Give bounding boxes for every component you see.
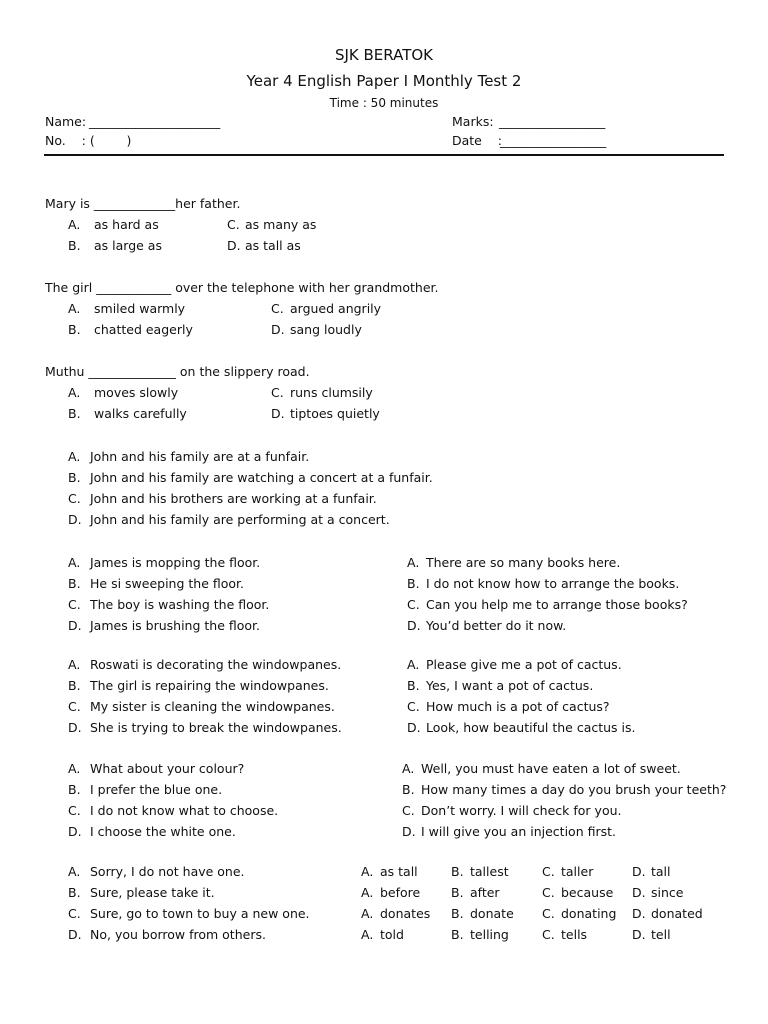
option-text: John and his family are watching a concert at a funfair. — [90, 470, 433, 485]
marks-label: Marks: — [452, 114, 494, 129]
option-text: told — [380, 927, 404, 942]
option-letter: C. — [271, 301, 284, 316]
option-letter: C. — [407, 699, 420, 714]
option-text: What about your colour? — [90, 761, 245, 776]
option-letter: C. — [542, 864, 555, 879]
name-line[interactable]: _____________________ — [89, 114, 221, 129]
option-letter: A. — [407, 657, 420, 672]
option-letter: D. — [68, 618, 82, 633]
option-text: Look, how beautiful the cactus is. — [426, 720, 636, 735]
option-letter: A. — [68, 657, 81, 672]
option-letter: B. — [407, 576, 420, 591]
school-name: SJK BERATOK — [334, 46, 434, 64]
option-text: as large as — [94, 238, 162, 253]
option-letter: D. — [632, 927, 646, 942]
option-text: My sister is cleaning the windowpanes. — [90, 699, 335, 714]
option-text: Yes, I want a pot of cactus. — [426, 678, 594, 693]
option-text: tall — [651, 864, 671, 879]
option-text: I choose the white one. — [90, 824, 236, 839]
question-stem: Muthu ______________ on the slippery road. — [45, 364, 310, 379]
option-text: donating — [561, 906, 617, 921]
option-text: I do not know how to arrange the books. — [426, 576, 680, 591]
option-letter: A. — [68, 449, 81, 464]
option-text: tell — [651, 927, 671, 942]
option-letter: C. — [542, 885, 555, 900]
option-text: sang loudly — [290, 322, 362, 337]
option-text: telling — [470, 927, 509, 942]
option-text: Please give me a pot of cactus. — [426, 657, 622, 672]
option-letter: D. — [632, 864, 646, 879]
option-letter: C. — [542, 906, 555, 921]
option-letter: C. — [68, 597, 81, 612]
option-letter: C. — [68, 803, 81, 818]
option-letter: B. — [451, 927, 464, 942]
option-letter: B. — [68, 885, 81, 900]
option-letter: C. — [271, 385, 284, 400]
option-letter: A. — [361, 864, 374, 879]
option-letter: B. — [402, 782, 415, 797]
option-text: walks carefully — [94, 406, 187, 421]
option-letter: D. — [632, 906, 646, 921]
option-text: There are so many books here. — [426, 555, 621, 570]
option-text: No, you borrow from others. — [90, 927, 266, 942]
option-letter: B. — [68, 782, 81, 797]
option-letter: B. — [451, 864, 464, 879]
option-text: tallest — [470, 864, 509, 879]
date-line[interactable]: _________________ — [500, 133, 607, 148]
option-text: Sorry, I do not have one. — [90, 864, 245, 879]
option-letter: D. — [407, 618, 421, 633]
option-text: How many times a day do you brush your teeth? — [421, 782, 727, 797]
option-letter: A. — [361, 927, 374, 942]
option-text: John and his brothers are working at a funfair. — [90, 491, 377, 506]
option-text: since — [651, 885, 684, 900]
header-rule — [44, 154, 724, 156]
option-letter: D. — [68, 824, 82, 839]
option-text: Roswati is decorating the windowpanes. — [90, 657, 342, 672]
option-letter: A. — [68, 301, 81, 316]
option-letter: B. — [451, 885, 464, 900]
option-letter: D. — [68, 512, 82, 527]
option-letter: D. — [68, 927, 82, 942]
option-text: Sure, go to town to buy a new one. — [90, 906, 310, 921]
option-text: tells — [561, 927, 588, 942]
option-letter: D. — [271, 322, 285, 337]
option-text: because — [561, 885, 614, 900]
option-letter: A. — [68, 864, 81, 879]
option-letter: B. — [68, 238, 81, 253]
option-text: Can you help me to arrange those books? — [426, 597, 688, 612]
option-text: taller — [561, 864, 594, 879]
option-letter: A. — [402, 761, 415, 776]
option-text: Well, you must have eaten a lot of sweet. — [421, 761, 681, 776]
option-letter: A. — [407, 555, 420, 570]
option-text: She is trying to break the windowpanes. — [90, 720, 342, 735]
option-letter: A. — [68, 385, 81, 400]
option-letter: B. — [407, 678, 420, 693]
option-letter: B. — [68, 322, 81, 337]
option-letter: D. — [227, 238, 241, 253]
option-text: as tall as — [245, 238, 301, 253]
option-text: The girl is repairing the windowpanes. — [90, 678, 329, 693]
option-letter: A. — [361, 906, 374, 921]
option-letter: C. — [407, 597, 420, 612]
option-text: I prefer the blue one. — [90, 782, 223, 797]
option-text: after — [470, 885, 500, 900]
option-text: smiled warmly — [94, 301, 186, 316]
option-text: donated — [651, 906, 703, 921]
option-letter: C. — [68, 491, 81, 506]
option-text: James is mopping the floor. — [90, 555, 261, 570]
option-text: James is brushing the floor. — [90, 618, 261, 633]
option-text: tiptoes quietly — [290, 406, 380, 421]
option-letter: D. — [271, 406, 285, 421]
option-letter: B. — [68, 406, 81, 421]
option-text: John and his family are at a funfair. — [90, 449, 310, 464]
option-text: I will give you an injection first. — [421, 824, 616, 839]
option-text: as tall — [380, 864, 418, 879]
option-text: donates — [380, 906, 431, 921]
question-stem: The girl ____________ over the telephone with her grandmother. — [45, 280, 439, 295]
option-text: as many as — [245, 217, 317, 232]
option-text: John and his family are performing at a concert. — [90, 512, 390, 527]
option-text: You’d better do it now. — [426, 618, 567, 633]
option-letter: D. — [68, 720, 82, 735]
option-letter: C. — [227, 217, 240, 232]
number-label: No. : ( ) — [45, 133, 132, 148]
option-text: Don’t worry. I will check for you. — [421, 803, 622, 818]
option-text: as hard as — [94, 217, 159, 232]
option-letter: A. — [68, 761, 81, 776]
option-letter: D. — [402, 824, 416, 839]
option-text: argued angrily — [290, 301, 382, 316]
option-text: before — [380, 885, 421, 900]
option-text: moves slowly — [94, 385, 179, 400]
option-letter: B. — [68, 470, 81, 485]
option-letter: D. — [407, 720, 421, 735]
option-text: runs clumsily — [290, 385, 373, 400]
option-letter: C. — [402, 803, 415, 818]
option-letter: D. — [632, 885, 646, 900]
option-letter: B. — [68, 678, 81, 693]
question-stem: Mary is _____________her father. — [45, 196, 241, 211]
option-letter: C. — [68, 906, 81, 921]
option-letter: A. — [68, 555, 81, 570]
option-letter: C. — [68, 699, 81, 714]
date-label: Date : — [452, 133, 502, 148]
option-text: The boy is washing the floor. — [90, 597, 270, 612]
name-label: Name: — [45, 114, 87, 129]
option-letter: B. — [68, 576, 81, 591]
option-text: I do not know what to choose. — [90, 803, 279, 818]
option-text: chatted eagerly — [94, 322, 193, 337]
paper-title: Year 4 English Paper I Monthly Test 2 — [246, 72, 522, 90]
option-text: How much is a pot of cactus? — [426, 699, 610, 714]
option-text: He si sweeping the floor. — [90, 576, 244, 591]
option-text: Sure, please take it. — [90, 885, 215, 900]
option-text: donate — [470, 906, 514, 921]
option-letter: B. — [451, 906, 464, 921]
option-letter: A. — [361, 885, 374, 900]
option-letter: C. — [542, 927, 555, 942]
time-allowed: Time : 50 minutes — [329, 96, 439, 110]
option-letter: A. — [68, 217, 81, 232]
marks-line[interactable]: _________________ — [499, 114, 606, 129]
